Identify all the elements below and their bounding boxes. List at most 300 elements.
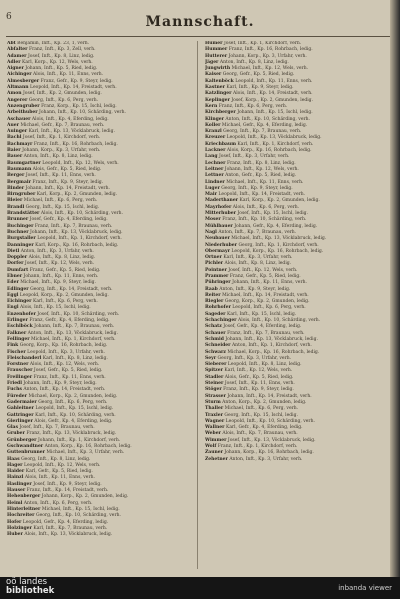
entry-surname: Schatz [205, 324, 222, 330]
entry-surname: Eggl [7, 292, 19, 298]
entry-surname: Neubauer [205, 236, 230, 242]
entry-details: Leopold, Inft., Kp. 6, Perg, verh. [232, 305, 306, 311]
entry-details: Leopold, Korp., Kp. 16, Rohrbach, ledig. [231, 248, 324, 254]
entry-surname: Raab [205, 286, 218, 292]
entry-surname: Aichinger [7, 72, 32, 78]
entry-surname: Buchner [7, 229, 29, 235]
entry-details: Johann, Korp., Kp. 16, Rohrbach, ledig. [224, 450, 314, 456]
entry-surname: Koller [205, 122, 221, 128]
entry-details: Josef, Inft., Kp. 12, Wels, verh. [228, 267, 298, 273]
entry-surname: Baumann [7, 166, 32, 172]
entry-details: Josef, Korp., Kp. 2, Gmunden, ledig. [231, 97, 313, 103]
entry-surname: Hofer [7, 519, 22, 525]
entry-surname: Almesberger [7, 78, 40, 84]
entry-details: Leopold, Gefr., Kp. 4, Eferding, ledig. [22, 519, 109, 525]
entry-details: Karl, Inft., Kp. 12, Wels, verh. [224, 368, 293, 374]
entry-details: Josef, Inft., Kp. 8, Linz, ledig. [28, 53, 95, 59]
entry-details: Franz, Inft., Kp. 9, Steyr, ledig. [32, 179, 104, 185]
entry-surname: Eichinger [7, 299, 32, 305]
entry-details: Leopold, Inft., Kp. 10, Schärding, verh. [225, 418, 315, 424]
entry-surname: Haider [7, 469, 25, 475]
entry-details: Anton, Gefr., Kp. 5, Ried, ledig. [225, 173, 297, 179]
entry-surname: Leitner [205, 166, 224, 172]
entry-surname: Friedl [7, 381, 22, 387]
entry-surname: Gattringer [7, 412, 34, 418]
entry-surname: Lindner [205, 179, 225, 185]
entry-details: Alois, Korp., Kp. 16, Rohrbach, ledig. [226, 148, 312, 154]
entry-surname: Bauer [7, 154, 23, 160]
entry-details: Georg, Korp., Kp. 16, Rohrbach, ledig. [19, 343, 108, 349]
entry-surname: Bachmayr [7, 141, 33, 147]
entry-surname: Schauer [205, 330, 226, 336]
entry-details: Johann, Inft., Kp. 1, Kirchdorf, verh. [37, 437, 121, 443]
entry-surname: Zauner [205, 450, 223, 456]
entry-surname: Klinger [205, 116, 224, 122]
entry-surname: Mayrhofer [205, 204, 232, 210]
entry-surname: Fleischanderl [7, 355, 42, 361]
entry-surname: Aschauer [7, 116, 31, 122]
entry-details: Michael, Inft., Kp. 1, Kirchdorf, verh. [31, 336, 116, 342]
entry-details: Leopold, Inft., Kp. 14, Freistadt, verh. [218, 192, 306, 198]
entry-details: Johann, Inft., Kp. 10, Schärding, verh. [39, 110, 126, 116]
entry-details: Georg, Inft., Kp. 14, Freistadt, verh. [30, 286, 113, 292]
entry-surname: Stadler [205, 374, 224, 380]
entry-details: Josef, Gefr., Kp. 4, Eferding, ledig. [29, 217, 108, 223]
entry-details: Michael, Gefr., Kp. 7, Braunau, verh. [20, 122, 105, 128]
entry-surname: Fischer [7, 349, 26, 355]
entry-details: Josef, Gefr., Kp. 4, Eferding, ledig. [223, 324, 302, 330]
entry-surname: Strasser [205, 393, 226, 399]
entry-details: Franz, Inft., Kp. 16, Rohrbach, ledig. [228, 47, 313, 53]
entry-surname: Aigner [7, 66, 24, 72]
entry-details: Leopold, Inft., Kp. 8, Linz, ledig. [227, 362, 302, 368]
entry-surname: Hinterleitner [7, 506, 41, 512]
entry-details: Karl, Inft., Kp. 6, Perg, verh. [32, 299, 98, 305]
entry-details: Michael, Inft., Kp. 9, Steyr, ledig. [20, 280, 96, 286]
entry-details: Leopold, Inft., Kp. 1, Kirchdorf, verh. [37, 236, 122, 242]
entry-surname: Jäger [205, 59, 219, 65]
entry-surname: Schachinger [205, 318, 237, 324]
entry-details: Alois, Gefr., Kp. 5, Ried, ledig. [224, 374, 294, 380]
entry-details: Franz, Inft., Kp. 14, Freistadt, verh. [26, 488, 109, 494]
entry-surname: Angerer [7, 97, 28, 103]
entry-details: Josef, Inft., Kp. 13, Vöcklabruck, ledig. [227, 437, 316, 443]
entry-surname: Dumfart [7, 267, 29, 273]
entry-surname: Fellinger [7, 336, 30, 342]
entry-surname: Wimmer [205, 437, 227, 443]
entry-details: Josef, Inft., Kp. 7, Braunau, verh. [19, 425, 95, 431]
entry-surname: Arbeithuber [7, 110, 38, 116]
entry-details: Alois, Inft., Kp. 4, Eferding, ledig. [31, 116, 109, 122]
entry-details: Michael, Korp., Kp. 2, Gmunden, ledig. [28, 393, 118, 399]
entry-surname: Guttenbrunner [7, 450, 45, 456]
entry-details: Franz, Gefr., Kp. 5, Ried, ledig. [29, 267, 101, 273]
entry-surname: Brunner [7, 217, 29, 223]
entry-details: Franz, Inft., Kp. 7, Braunau, verh. [34, 223, 113, 229]
entry-details: Johann, Korp., Kp. 2, Gmunden, ledig. [41, 494, 129, 500]
title-rule [6, 36, 390, 37]
entry-details: Franz, Inft., Kp. 3, Zell, verh. [28, 47, 96, 53]
entry-details: Karl, Inft., Kp. 10, Schärding, verh. [35, 412, 116, 418]
entry-details: Johann, Inft., Kp. 12, Wels, verh. [224, 166, 299, 172]
entry-details: Josef, Inft., Kp. 2, Gmunden, ledig. [22, 91, 102, 97]
entry-details: Anton, Inft., Kp. 13, Vöcklabruck, ledig. [27, 330, 118, 336]
entry-details: Franz, Inft., Kp. 1, Kirchdorf, verh. [217, 444, 298, 449]
entry-surname: Auinger [7, 129, 28, 135]
entry-surname: Kaiser [205, 72, 222, 78]
entry-surname: Sageder [205, 311, 226, 317]
entry-details: Anton, Inft., Kp. 6, Perg, verh. [23, 500, 93, 506]
entry-surname: Engl [7, 305, 19, 311]
entry-details: Karl, Inft., Kp. 1, Kirchdorf, verh. [237, 141, 314, 147]
entry-details: Josef, Inft., Kp. 1, Kirchdorf, verh. [223, 41, 302, 46]
entry-details: Karl, Inft., Kp. 13, Vöcklabruck, ledig. [28, 129, 115, 135]
entry-details: Johann, Inft., Kp. 11, Enns, verh. [23, 273, 99, 279]
entry-surname: Kastner [205, 85, 225, 91]
entry-details: Alois, Gefr., Kp. 4, Eferding, ledig. [34, 418, 113, 424]
entry-surname: Gruber [7, 431, 25, 437]
entry-surname: Nagl [205, 229, 217, 235]
entry-details: Johann, Inft., Kp. 5, Ried, ledig. [25, 66, 98, 72]
entry-details: Karl, Inft., Kp. 9, Steyr, ledig. [226, 85, 294, 91]
entry-surname: Jungwirth [205, 66, 231, 72]
entry-details: Johann, Inft., Kp. 13, Vöcklabruck, ledig. [225, 336, 318, 342]
entry-surname: Mair [205, 192, 217, 198]
entry-details: Anton, Inft., Kp. 8, Linz, ledig. [23, 154, 93, 160]
entry-details: Georg, Inft., Kp. 6, Perg, verh. [38, 399, 108, 405]
entry-surname: Bergmair [7, 179, 31, 185]
entry-surname: Obermayr [205, 248, 230, 254]
entry-surname: Mühlbauer [205, 223, 233, 229]
entry-surname: Freilinger [7, 374, 33, 380]
entry-details: Franz, Inft., Kp. 11, Enns, verh. [33, 374, 106, 380]
entry-surname: Pühringer [205, 280, 231, 286]
entry-surname: Wallner [205, 425, 225, 431]
entry-details: Josef, Inft., Kp. 11, Enns, verh. [224, 381, 295, 387]
entry-surname: Amon [7, 91, 22, 97]
entry-surname: Keplinger [205, 97, 230, 103]
entry-details: Alois, Gefr., Kp. 5, Ried, ledig. [32, 166, 102, 172]
roster-entry [205, 457, 385, 463]
entry-details: Michael, Inft., Kp. 6, Perg, verh. [23, 198, 98, 204]
entry-surname: Prammer [205, 273, 229, 279]
entry-details: Georg, Inft., Kp. 15, Ischl, ledig. [25, 204, 100, 210]
entry-details: Georg, Inft., Kp. 7, Braunau, verh. [223, 129, 302, 135]
entry-surname: Auer [7, 122, 19, 128]
entry-details: Karl, Inft., Kp. 15, Ischl, ledig. [227, 311, 297, 317]
entry-details: Karl, Korp., Kp. 2, Gmunden, ledig. [239, 198, 320, 204]
entry-surname: Grünberger [7, 437, 37, 443]
entry-details: Karl, Inft., Kp. 3, Urfahr, verh. [223, 255, 293, 261]
entry-surname: Thaller [205, 406, 224, 412]
entry-surname: Kreuzer [205, 135, 226, 141]
page-edge-shadow [390, 0, 400, 577]
entry-surname: Buchinger [7, 223, 34, 229]
entry-details: Franz, Inft., Kp. 9, Steyr, ledig. [223, 387, 294, 393]
entry-details: Johann, Korp., Kp. 3, Urfahr, verh. [228, 53, 307, 59]
logo-line-1: oö landes [6, 577, 48, 587]
entry-details: Alois, Inft., Kp. 14, Freistadt, verh. [232, 91, 313, 97]
entry-surname: Adler [7, 59, 21, 65]
entry-details: Josef, Inft., Kp. 1, Kirchdorf, verh. [22, 135, 101, 141]
entry-surname: Wolf [205, 444, 217, 449]
entry-surname: Steiner [205, 381, 224, 387]
entry-details: Johann, Korp., Kp. 3, Urfahr, verh. [22, 148, 101, 154]
entry-details: Benjamin, Inft., Kp. 23, 1, verh. [17, 41, 90, 46]
entry-surname: Mitterhuber [205, 211, 237, 217]
entry-surname: Haas [7, 456, 20, 462]
entry-surname: Doppler [7, 255, 28, 261]
entry-details: Michael, Inft., Kp. 11, Enns, verh. [226, 179, 304, 185]
entry-surname: Eder [7, 280, 19, 286]
entry-details: Leopold, Inft., Kp. 15, Ischl, ledig. [35, 406, 114, 412]
entry-details: Alois, Inft., Kp. 7, Braunau, verh. [222, 431, 298, 437]
entry-surname: Abfalter [7, 47, 28, 53]
entry-surname: Kern [205, 103, 218, 109]
entry-surname: Schneider [205, 343, 231, 349]
entry-surname: Ortner [205, 255, 222, 261]
entry-surname: Anzengruber [7, 103, 40, 109]
entry-details: Alois, Inft., Kp. 8, Linz, ledig. [28, 255, 96, 261]
entry-surname: Gschwandtner [7, 444, 44, 449]
page-title: Mannschaft. [145, 14, 255, 30]
entry-surname: Reiter [205, 292, 221, 298]
entry-details: Alois, Inft., Kp. 11, Enns, verh. [24, 475, 95, 481]
logo-line-2: bibliothek [6, 586, 55, 596]
entry-details: Franz, Inft., Kp. 7, Braunau, verh. [227, 330, 305, 336]
entry-surname: Sturm [205, 399, 221, 405]
entry-details: Karl, Gefr., Kp. 5, Ried, ledig. [25, 469, 93, 475]
entry-details: Alois, Inft., Kp. 15, Ischl, ledig. [20, 305, 91, 311]
entry-surname: Bleier [7, 198, 23, 204]
entry-details: Franz, Gefr., Kp. 4, Eferding, ledig. [29, 318, 110, 324]
entry-details: Franz, Inft., Kp. 13, Vöcklabruck, ledig. [26, 431, 117, 437]
entry-details: Josef, Inft., Kp. 9, Steyr, ledig. [33, 481, 102, 487]
entry-details: Johann, Gefr., Kp. 4, Eferding, ledig. [234, 223, 318, 229]
entry-details: Franz, Inft., Kp. 10, Schärding, verh. [222, 217, 307, 223]
page-number: 6 [6, 12, 12, 22]
library-logo[interactable] [6, 578, 66, 598]
entry-details: Georg, Inft., Kp. 10, Schärding, verh. [35, 513, 121, 519]
entry-details: Franz, Gefr., Kp. 9, Steyr, ledig. [40, 78, 113, 84]
entry-surname: Spitzer [205, 368, 223, 374]
entry-surname: Bachl [7, 135, 22, 141]
entry-details: Karl, Korp., Kp. 2, Gmunden, ledig. [36, 192, 118, 198]
entry-surname: Kranzl [205, 129, 222, 135]
entry-details: Josef, Inft., Kp. 12, Wels, verh. [24, 261, 95, 267]
entry-surname: Burgstaller [7, 236, 36, 242]
entry-details: Michael, Inft., Kp. 15, Ischl, ledig. [41, 506, 120, 512]
entry-surname: Brandl [7, 204, 25, 210]
entry-details: Leopold, Inft., Kp. 14, Freistadt, verh. [29, 85, 117, 91]
entry-surname: Enzenhofer [7, 311, 36, 317]
entry-surname: Holzinger [7, 525, 32, 531]
entry-surname: Kriechbaum [205, 141, 236, 147]
entry-details: Anton, Korp., Kp. 16, Rohrbach, ledig. [44, 444, 132, 449]
entry-details: Anton, Korp., Kp. 2, Gmunden, ledig. [222, 399, 307, 405]
entry-surname: Füreder [7, 393, 28, 399]
right-column [205, 41, 385, 569]
entry-surname: Moser [205, 217, 221, 223]
entry-surname: Humer [205, 41, 223, 46]
entry-details: Alois, Inft., Kp. 10, Schärding, verh. [238, 318, 321, 324]
entry-surname: Riegler [205, 299, 224, 305]
entry-surname: Dorfer [7, 261, 24, 267]
entry-details: Michael, Inft., Kp. 12, Wels, verh. [231, 66, 309, 72]
roster-entry [7, 532, 187, 538]
entry-details: Georg, Korp., Kp. 2, Gmunden, ledig. [224, 299, 310, 305]
entry-surname: Maderthaner [205, 198, 239, 204]
entry-details: Karl, Korp., Kp. 16, Rohrbach, ledig. [35, 242, 119, 248]
entry-details: Johann, Inft., Kp. 14, Freistadt, verh. [25, 185, 110, 191]
entry-surname: Falkner [7, 330, 27, 336]
entry-surname: Niederhuber [205, 242, 237, 248]
entry-surname: Stöger [205, 387, 222, 393]
entry-details: Anton, Inft., Kp. 3, Urfahr, verh. [20, 248, 94, 254]
entry-surname: Traxler [205, 412, 223, 418]
entry-surname: Hehenberger [7, 494, 41, 500]
entry-surname: Lackner [205, 148, 226, 154]
entry-details: Johann, Inft., Kp. 15, Ischl, ledig. [237, 110, 313, 116]
entry-surname: Haslinger [7, 481, 32, 487]
entry-details: Johann, Inft., Kp. 14, Freistadt, verh. [227, 393, 312, 399]
entry-surname: Seyr [205, 355, 217, 361]
entry-surname: Berger [7, 173, 25, 179]
entry-details: Josef, Gefr., Kp. 5, Ried, ledig. [33, 368, 103, 374]
entry-details: Franz, Korp., Kp. 15, Ischl, ledig. [41, 103, 117, 109]
entry-details: Alois, Inft., Kp. 10, Schärding, verh. [40, 211, 123, 217]
entry-details: Leopold, Inft., Kp. 12, Wels, verh. [42, 160, 119, 166]
entry-surname: Pichler [205, 261, 224, 267]
entry-details: Michael, Inft., Kp. 6, Perg, verh. [224, 406, 299, 412]
entry-surname: Erlinger [7, 318, 28, 324]
entry-details: Franz, Gefr., Kp. 5, Ried, ledig. [229, 273, 301, 279]
entry-details: Josef, Inft., Kp. 15, Ischl, ledig. [237, 211, 308, 217]
entry-details: Anton, Inft., Kp. 9, Steyr, ledig. [219, 286, 291, 292]
entry-details: Alois, Inft., Kp. 13, Vöcklabruck, ledig. [24, 532, 113, 538]
entry-details: Leopold, Inft., Kp. 12, Wels, verh. [24, 462, 101, 468]
entry-details: Alois, Inft., Kp. 11, Enns, verh. [33, 72, 104, 78]
entry-details: Alois, Inft., Kp. 6, Perg, verh. [232, 204, 300, 210]
entry-details: Michael, Inft., Kp. 14, Freistadt, verh. [222, 292, 309, 298]
entry-details: Georg, Inft., Kp. 8, Linz, ledig. [21, 456, 91, 462]
entry-surname: Wagner [205, 418, 225, 424]
entry-surname: Fink [7, 343, 19, 349]
entry-details: Georg, Inft., Kp. 15, Ischl, ledig. [224, 412, 298, 418]
entry-surname: Brandstätter [7, 211, 40, 217]
entry-surname: Zehetner [205, 456, 228, 462]
entry-surname: Forstner [7, 362, 29, 368]
entry-details: Georg, Gefr., Kp. 5, Ried, ledig. [222, 72, 295, 78]
entry-surname: Kirchberger [205, 110, 236, 116]
entry-surname: Huber [7, 532, 23, 538]
entry-details: Georg, Inft., Kp. 9, Steyr, ledig. [221, 185, 293, 191]
entry-surname: Gahleitner [7, 406, 34, 412]
entry-surname: Heiml [7, 500, 23, 506]
entry-surname: Frauscher [7, 368, 33, 374]
column-divider [197, 41, 198, 569]
entry-surname: Lang [205, 154, 218, 160]
entry-surname: Altmann [7, 85, 29, 91]
entry-details: Josef, Inft., Kp. 10, Schärding, verh. [37, 311, 120, 317]
entry-surname: Kaltenböck [205, 78, 234, 84]
entry-surname: Gadermaier [7, 399, 37, 405]
entry-surname: Ebner [7, 273, 23, 279]
entry-surname: Schmid [205, 336, 224, 342]
entry-details: Michael, Inft., Kp. 3, Urfahr, verh. [46, 450, 125, 456]
entry-surname: Birngruber [7, 192, 36, 198]
entry-details: Anton, Inft., Kp. 3, Urfahr, verh. [229, 456, 303, 462]
entry-details: Alois, Inft., Kp. 12, Wels, verh. [29, 362, 100, 368]
entry-details: Johann, Inft., Kp. 11, Enns, verh. [232, 280, 307, 286]
entry-surname: Binder [7, 185, 25, 191]
entry-details: Anton, Inft., Kp. 7, Braunau, verh. [218, 229, 297, 235]
entry-details: Karl, Inft., Kp. 8, Linz, ledig. [42, 355, 108, 361]
entry-surname: Danninger [7, 242, 34, 248]
entry-details: Anton, Inft., Kp. 10, Schärding, verh. [225, 116, 310, 122]
entry-surname: Pointner [205, 267, 227, 273]
entry-details: Franz, Inft., Kp. 8, Linz, ledig. [226, 160, 296, 166]
entry-surname: Baier [7, 148, 21, 154]
entry-details: Leopold, Inft., Kp. 11, Enns, verh. [235, 78, 313, 84]
entry-surname: Lettner [205, 173, 224, 179]
entry-surname: Luger [205, 185, 220, 191]
entry-details: Anton, Inft., Kp. 8, Linz, ledig. [219, 59, 289, 65]
entry-surname: Hauser [7, 488, 26, 494]
entry-details: Leopold, Inft., Kp. 3, Urfahr, verh. [27, 349, 105, 355]
entry-details: Franz, Inft., Kp. 16, Rohrbach, ledig. [33, 141, 118, 147]
entry-details: Karl, Korp., Kp. 12, Wels, verh. [22, 59, 93, 65]
entry-details: Alois, Inft., Kp. 8, Linz, ledig. [224, 261, 292, 267]
entry-surname: Hochreiter [7, 513, 35, 519]
entry-details: Leopold, Inft., Kp. 13, Vöcklabruck, ledig. [226, 135, 322, 141]
entry-surname: Glas [7, 425, 19, 431]
entry-details: Johann, Inft., Kp. 13, Vöcklabruck, ledig. [30, 229, 123, 235]
entry-surname: Lechner [205, 160, 226, 166]
entry-details: Josef, Inft., Kp. 11, Enns, verh. [25, 173, 96, 179]
entry-details: Georg, Inft., Kp. 6, Perg, verh. [28, 97, 99, 103]
entry-details: Johann, Inft., Kp. 7, Braunau, verh. [34, 324, 115, 330]
entry-surname: Sieberer [205, 362, 227, 368]
entry-surname: Dietl [7, 248, 20, 254]
entry-surname: Hummer [205, 47, 228, 53]
entry-details: Karl, Inft., Kp. 7, Braunau, verh. [33, 525, 108, 531]
entry-surname: Fuchs [7, 387, 22, 393]
entry-surname: Hutterer [205, 53, 228, 59]
entry-details: Franz, Inft., Kp. 6, Perg, verh. [218, 103, 288, 109]
entry-surname: Katzlinger [205, 91, 232, 97]
entry-details: Johann, Inft., Kp. 9, Steyr, ledig. [23, 381, 97, 387]
entry-surname: Edlinger [7, 286, 29, 292]
entry-details: Georg, Inft., Kp. 3, Urfahr, verh. [217, 355, 292, 361]
entry-details: Anton, Inft., Kp. 1, Kirchdorf, verh. [231, 343, 312, 349]
entry-details: Leopold, Korp., Kp. 2, Gmunden, ledig. [19, 292, 109, 298]
entry-details: Karl, Gefr., Kp. 4, Eferding, ledig. [225, 425, 303, 431]
entry-details: Anton, Inft., Kp. 14, Freistadt, verh. [23, 387, 106, 393]
entry-details: Michael, Inft., Kp. 13, Vöcklabruck, ledig. [231, 236, 327, 242]
viewer-label[interactable]: inbanda viewer [338, 584, 392, 592]
entry-surname: Rohrhofer [205, 305, 231, 311]
entry-details: Josef, Inft., Kp. 3, Urfahr, verh. [218, 154, 290, 160]
entry-details: Georg, Inft., Kp. 1, Kirchdorf, verh. [238, 242, 319, 248]
entry-details: Michael, Gefr., Kp. 4, Eferding, ledig. [221, 122, 308, 128]
left-column [7, 41, 187, 569]
entry-surname: Hager [7, 462, 23, 468]
entry-surname: Weber [205, 431, 221, 437]
entry-surname: Baumgartner [7, 160, 41, 166]
entry-surname: Hainzl [7, 475, 24, 481]
entry-surname: Abt [7, 41, 16, 46]
